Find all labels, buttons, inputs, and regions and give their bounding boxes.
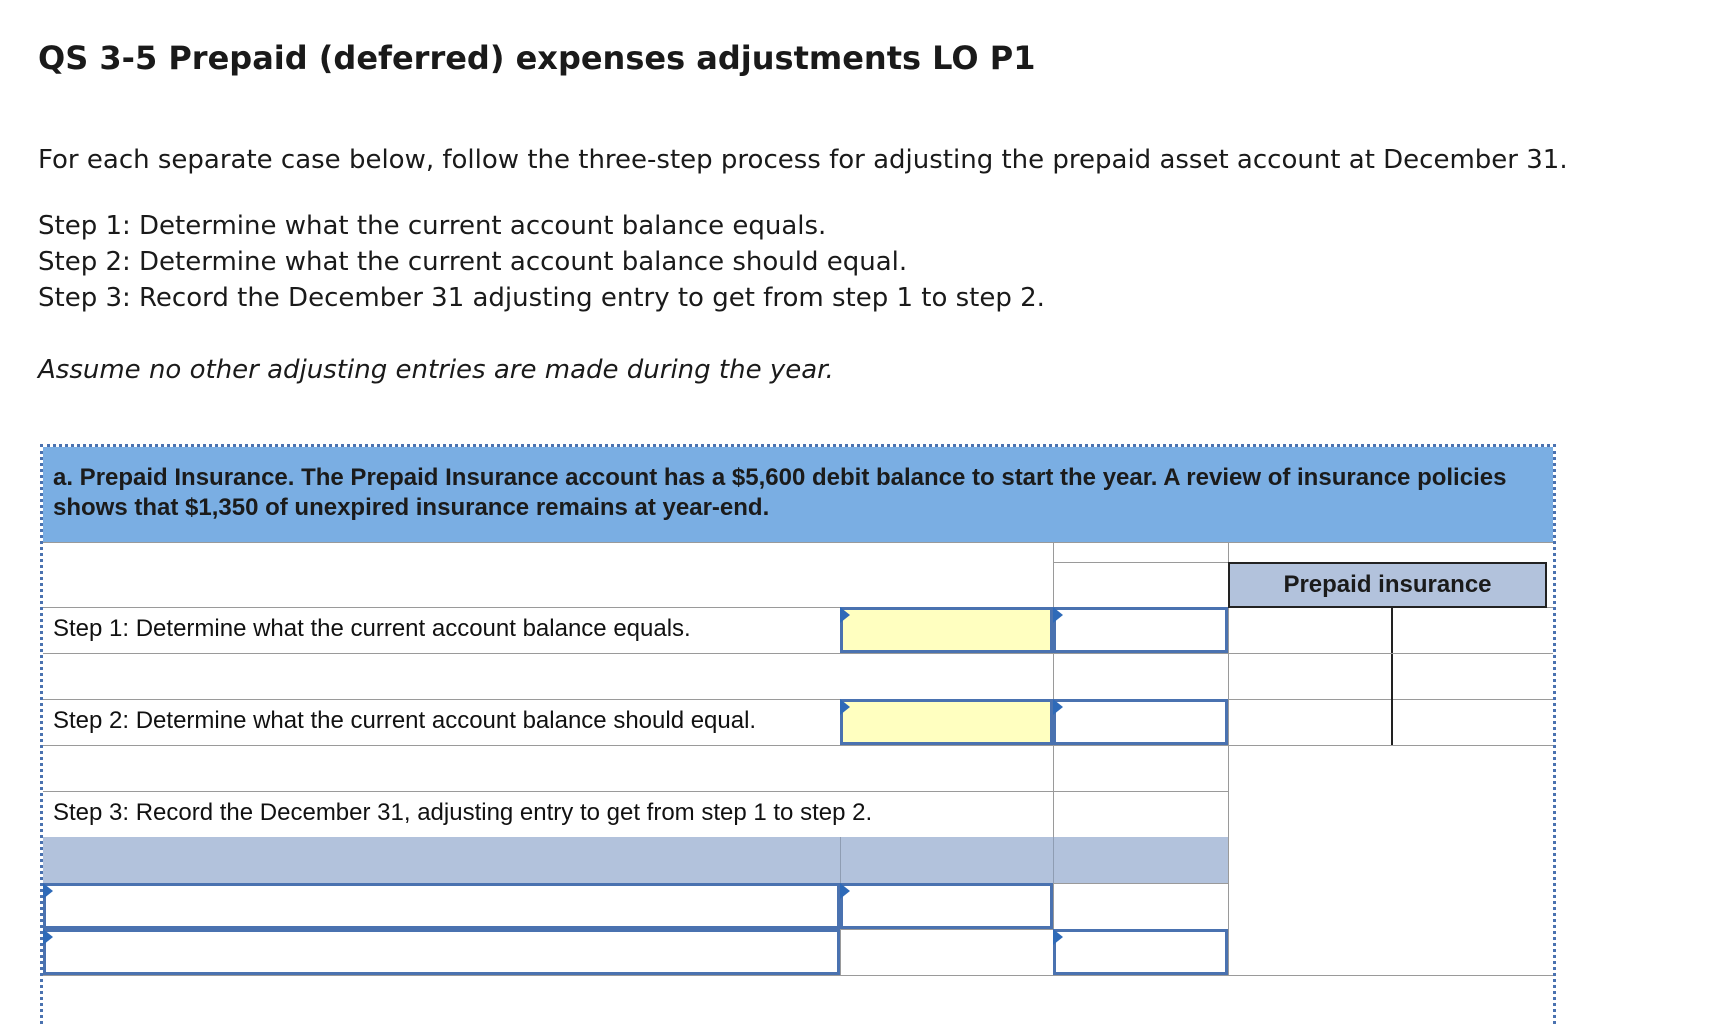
step-3-row-label: Step 3: Record the December 31, adjusting entry to get from step 1 to step 2. [53,799,873,826]
input-flag-icon [1053,929,1063,945]
step-1-description-dropdown[interactable] [840,607,1053,653]
journal-header-band [43,837,1228,883]
journal-credit-input-1[interactable] [1054,884,1227,928]
step-2-description-dropdown[interactable] [840,699,1053,745]
dropdown-flag-icon [840,607,850,623]
t-account-line [1228,653,1553,654]
instructions-step-3: Step 3: Record the December 31 adjusting entry to get from step 1 to step 2. [38,283,1045,313]
t-account-divider [1391,608,1393,745]
journal-debit-input-2[interactable] [841,930,1052,974]
journal-debit-input-1[interactable] [840,883,1053,929]
instructions-assumption: Assume no other adjusting entries are made during the year. [38,355,834,385]
t-account-credit-2[interactable] [1394,655,1552,698]
step-2-amount-input[interactable] [1053,699,1228,745]
t-account-title: Prepaid insurance [1228,562,1547,608]
input-flag-icon [1053,699,1063,715]
step-1-amount-input[interactable] [1053,607,1228,653]
journal-credit-input-2[interactable] [1053,929,1228,975]
step-1-row-label: Step 1: Determine what the current account balance equals. [53,615,691,642]
t-account-debit-1[interactable] [1230,609,1390,652]
input-flag-icon [1053,607,1063,623]
t-account-credit-3[interactable] [1394,701,1552,744]
dropdown-flag-icon [43,929,53,945]
journal-account-dropdown-1[interactable] [43,883,840,929]
journal-account-dropdown-2[interactable] [43,929,840,975]
t-account-credit-1[interactable] [1394,609,1552,652]
instructions-step-2: Step 2: Determine what the current account balance should equal. [38,247,908,277]
input-flag-icon [840,883,850,899]
case-a-prompt: a. Prepaid Insurance. The Prepaid Insurance account has a $5,600 debit balance to start the year. A review of insurance policies shows that $1,350 of unexpired insurance remains at year-end. [43,447,1553,542]
instructions-step-1: Step 1: Determine what the current account balance equals. [38,211,827,241]
dropdown-flag-icon [43,883,53,899]
t-account-debit-2[interactable] [1230,655,1390,698]
t-account-debit-3[interactable] [1230,701,1390,744]
dropdown-flag-icon [840,699,850,715]
page-title: QS 3-5 Prepaid (deferred) expenses adjustments LO P1 [38,39,1036,77]
instructions-intro: For each separate case below, follow the three-step process for adjusting the prepaid asset account at December 31. [38,145,1568,175]
step-2-row-label: Step 2: Determine what the current account balance should equal. [53,707,757,734]
